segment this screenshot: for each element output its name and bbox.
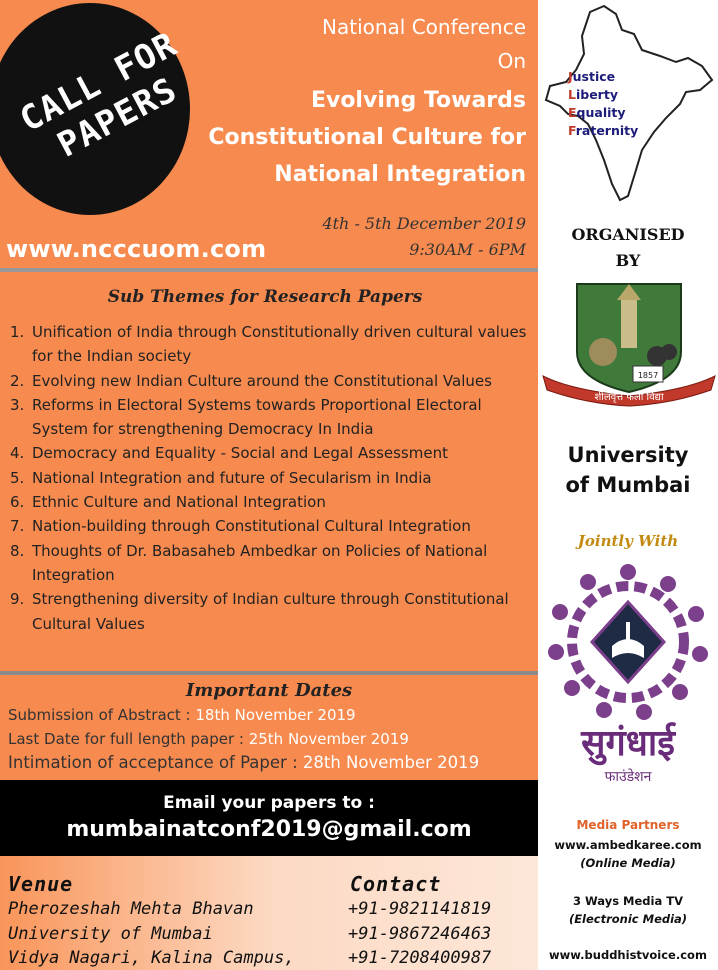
website-link[interactable]: www.ncccuom.com [6, 235, 267, 263]
contact-phone[interactable]: +91-7208400987 [348, 948, 492, 968]
date-row-abstract: Submission of Abstract : 18th November 2019 [8, 706, 356, 724]
call-for-papers-text: CALL FOR PAPERS [13, 24, 184, 166]
venue-line: Vidya Nagari, Kalina Campus, [8, 948, 295, 968]
theme-item: 5. National Integration and future of Secularism in India [10, 468, 432, 487]
media-partner-name: 3 Ways Media TV [573, 894, 683, 908]
media-partner-type: (Electronic Media) [568, 912, 688, 926]
venue-line: Pherozeshah Mehta Bhavan [8, 899, 254, 919]
organised-by: ORGANISED BY [571, 225, 685, 270]
university-crest-icon [541, 280, 717, 410]
contact-phone[interactable]: +91-9867246463 [348, 924, 492, 944]
contact-heading: Contact [350, 872, 442, 896]
theme-item: 9. Strengthening diversity of Indian culture through Constitutional Cultural Values [10, 590, 509, 633]
themes-heading: Sub Themes for Research Papers [107, 287, 423, 307]
conference-on: On [497, 49, 526, 73]
theme-item: 3. Reforms in Electoral Systems towards Proportional Electoral System for strengthening Democracy In India [10, 395, 482, 439]
theme-item: 4. Democracy and Equality - Social and Legal Assessment [10, 444, 448, 463]
themes-list [10, 320, 538, 636]
conference-time: 9:30AM - 6PM [409, 240, 526, 259]
theme-item: 6. Ethnic Culture and National Integration [10, 493, 326, 512]
value-fraternity: Fraternity [568, 123, 639, 138]
svg-text:शीलवृत्त फला विद्या: शीलवृत्त फला विद्या [594, 392, 664, 403]
university-name: University of Mumbai [565, 443, 691, 497]
media-partners-heading: Media Partners [576, 818, 680, 832]
venue-line: University of Mumbai [8, 924, 213, 944]
theme-item: 8. Thoughts of Dr. Babasaheb Ambedkar on Policies of National Integration [10, 541, 488, 584]
value-equality: Equality [568, 105, 626, 120]
foundation-subtitle: फाउंडेशन [604, 769, 652, 785]
foundation-logo-icon [548, 562, 708, 722]
conference-title: Evolving Towards Constitutional Culture for National Integration [208, 88, 526, 187]
theme-item: 2. Evolving new Indian Culture around the Constitutional Values [10, 371, 492, 390]
values-list [568, 68, 638, 140]
theme-item: 7. Nation-building through Constitutional Cultural Integration [10, 517, 471, 536]
date-row-acceptance: Intimation of acceptance of Paper : 28th November 2019 [8, 753, 480, 772]
value-justice: Justice [568, 69, 616, 84]
theme-item: 1. Unification of India through Constitutionally driven cultural values for the Indian society [10, 323, 527, 366]
value-liberty: Liberty [568, 87, 618, 102]
media-partner-type: (Online Media) [580, 856, 676, 870]
date-row-full-paper: Last Date for full length paper : 25th November 2019 [8, 730, 409, 748]
conference-label: National Conference [322, 15, 526, 39]
foundation-name: सुगंधाई [581, 723, 675, 764]
conference-date: 4th - 5th December 2019 [322, 214, 526, 233]
important-dates-heading: Important Dates [185, 680, 353, 701]
jointly-with: Jointly With [577, 532, 679, 550]
media-partner-site[interactable]: www.ambedkaree.com [554, 838, 702, 852]
email-label: Email your papers to : [163, 793, 375, 813]
email-address[interactable]: mumbainatconf2019@gmail.com [66, 817, 472, 842]
svg-text:1857: 1857 [637, 371, 659, 380]
contact-phone[interactable]: +91-9821141819 [348, 899, 492, 919]
poster-right-column [538, 0, 718, 970]
media-partner-site[interactable]: www.buddhistvoice.com [549, 948, 707, 962]
venue-heading: Venue [8, 872, 74, 896]
